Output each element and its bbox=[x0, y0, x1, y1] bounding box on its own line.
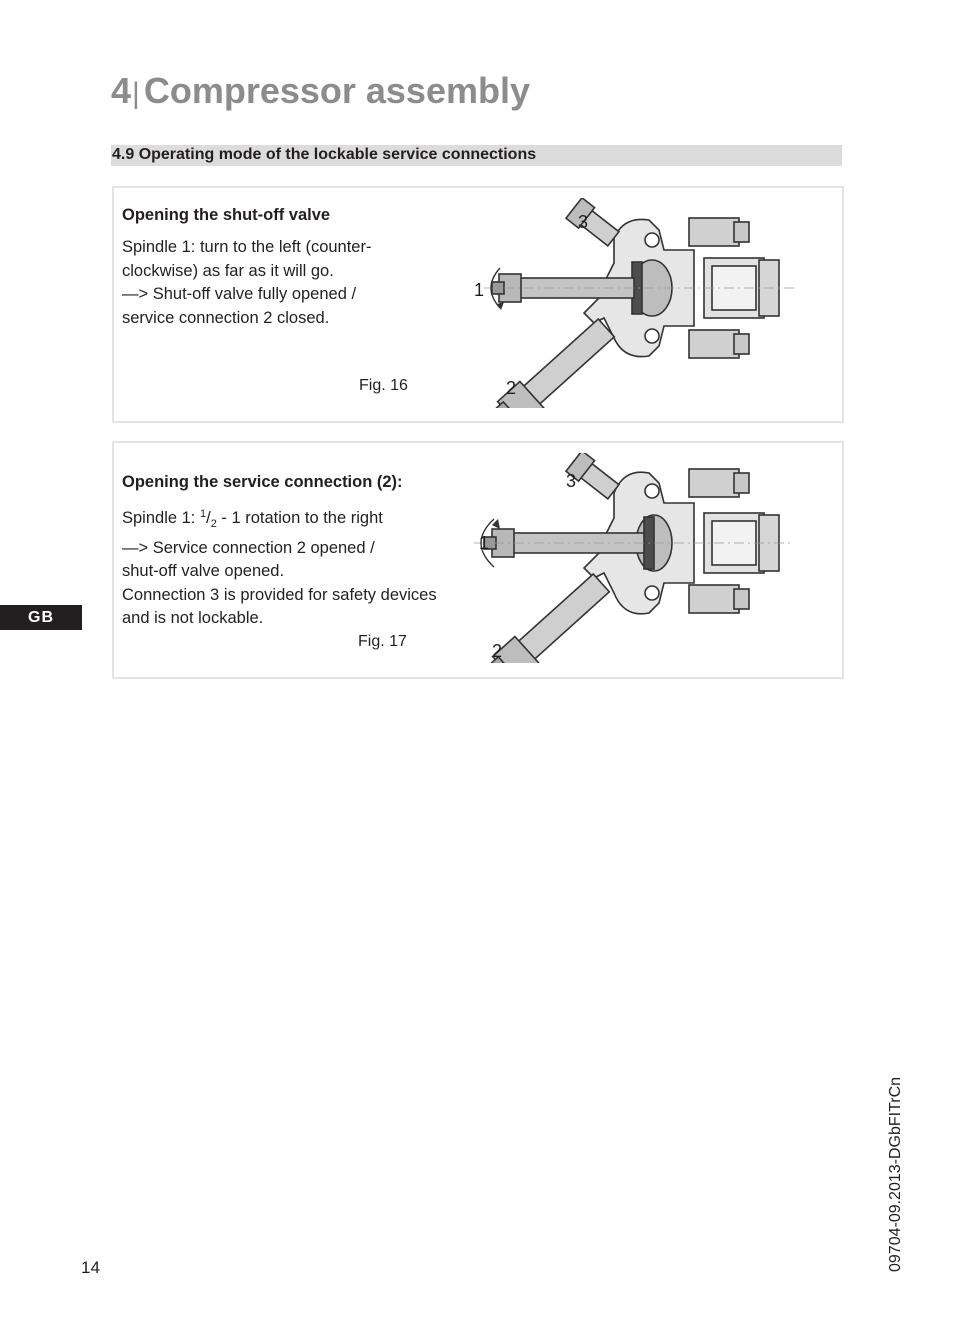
chapter-title-text: Compressor assembly bbox=[143, 70, 531, 111]
fig17-label-2: 2 bbox=[492, 641, 503, 661]
fig17-fraction-numerator: 1 bbox=[199, 508, 207, 520]
figure-box-16 bbox=[112, 186, 844, 423]
fig17-fraction-denominator: 2 bbox=[210, 518, 217, 530]
fig17-label-1: 1 bbox=[479, 533, 490, 553]
fig17-text bbox=[122, 503, 437, 631]
fig17-line: and is not lockable. bbox=[122, 609, 264, 627]
page-number: 14 bbox=[81, 1258, 100, 1277]
fig17-spindle-suffix: - 1 rotation to the right bbox=[216, 509, 383, 527]
fig16-label-3: 3 bbox=[578, 212, 589, 232]
fig16-line: clockwise) as far as it will go. bbox=[122, 261, 334, 280]
fig17-spindle-prefix: Spindle 1: bbox=[122, 509, 200, 527]
fig17-spindle-line bbox=[122, 503, 437, 537]
figure-box-17 bbox=[112, 441, 844, 679]
fig16-line: Spindle 1: turn to the left (counter- bbox=[122, 238, 372, 256]
chapter-title bbox=[111, 70, 530, 112]
fig17-line: Connection 3 is provided for safety devices bbox=[122, 585, 437, 604]
fig17-line: —> Service connection 2 opened / bbox=[122, 538, 375, 557]
section-heading-bar bbox=[111, 145, 842, 166]
fig17-heading: Opening the service connection (2): bbox=[122, 473, 403, 491]
section-heading: 4.9 Operating mode of the lockable service connections bbox=[112, 146, 537, 163]
service-connection-drawing-open bbox=[454, 453, 804, 663]
fig17-fraction-slash: / bbox=[206, 509, 211, 527]
document-code: 09704-09.2013-DGbFITrCn bbox=[887, 1076, 904, 1272]
fig16-line: service connection 2 closed. bbox=[122, 308, 330, 327]
fig17-label-3: 3 bbox=[566, 471, 577, 491]
fig16-label-1: 1 bbox=[474, 280, 485, 300]
language-tab: GB bbox=[0, 605, 82, 630]
fig16-caption: Fig. 16 bbox=[359, 377, 408, 394]
fig17-line: shut-off valve opened. bbox=[122, 562, 285, 580]
chapter-separator: | bbox=[132, 77, 140, 110]
fig16-heading: Opening the shut-off valve bbox=[122, 206, 331, 224]
chapter-number: 4 bbox=[111, 70, 132, 111]
shut-off-valve-drawing-open bbox=[464, 198, 804, 408]
fig16-line: —> Shut-off valve fully opened / bbox=[122, 285, 357, 303]
fig16-label-2: 2 bbox=[506, 378, 517, 398]
fig17-caption: Fig. 17 bbox=[358, 633, 407, 650]
fig16-text bbox=[122, 236, 371, 330]
